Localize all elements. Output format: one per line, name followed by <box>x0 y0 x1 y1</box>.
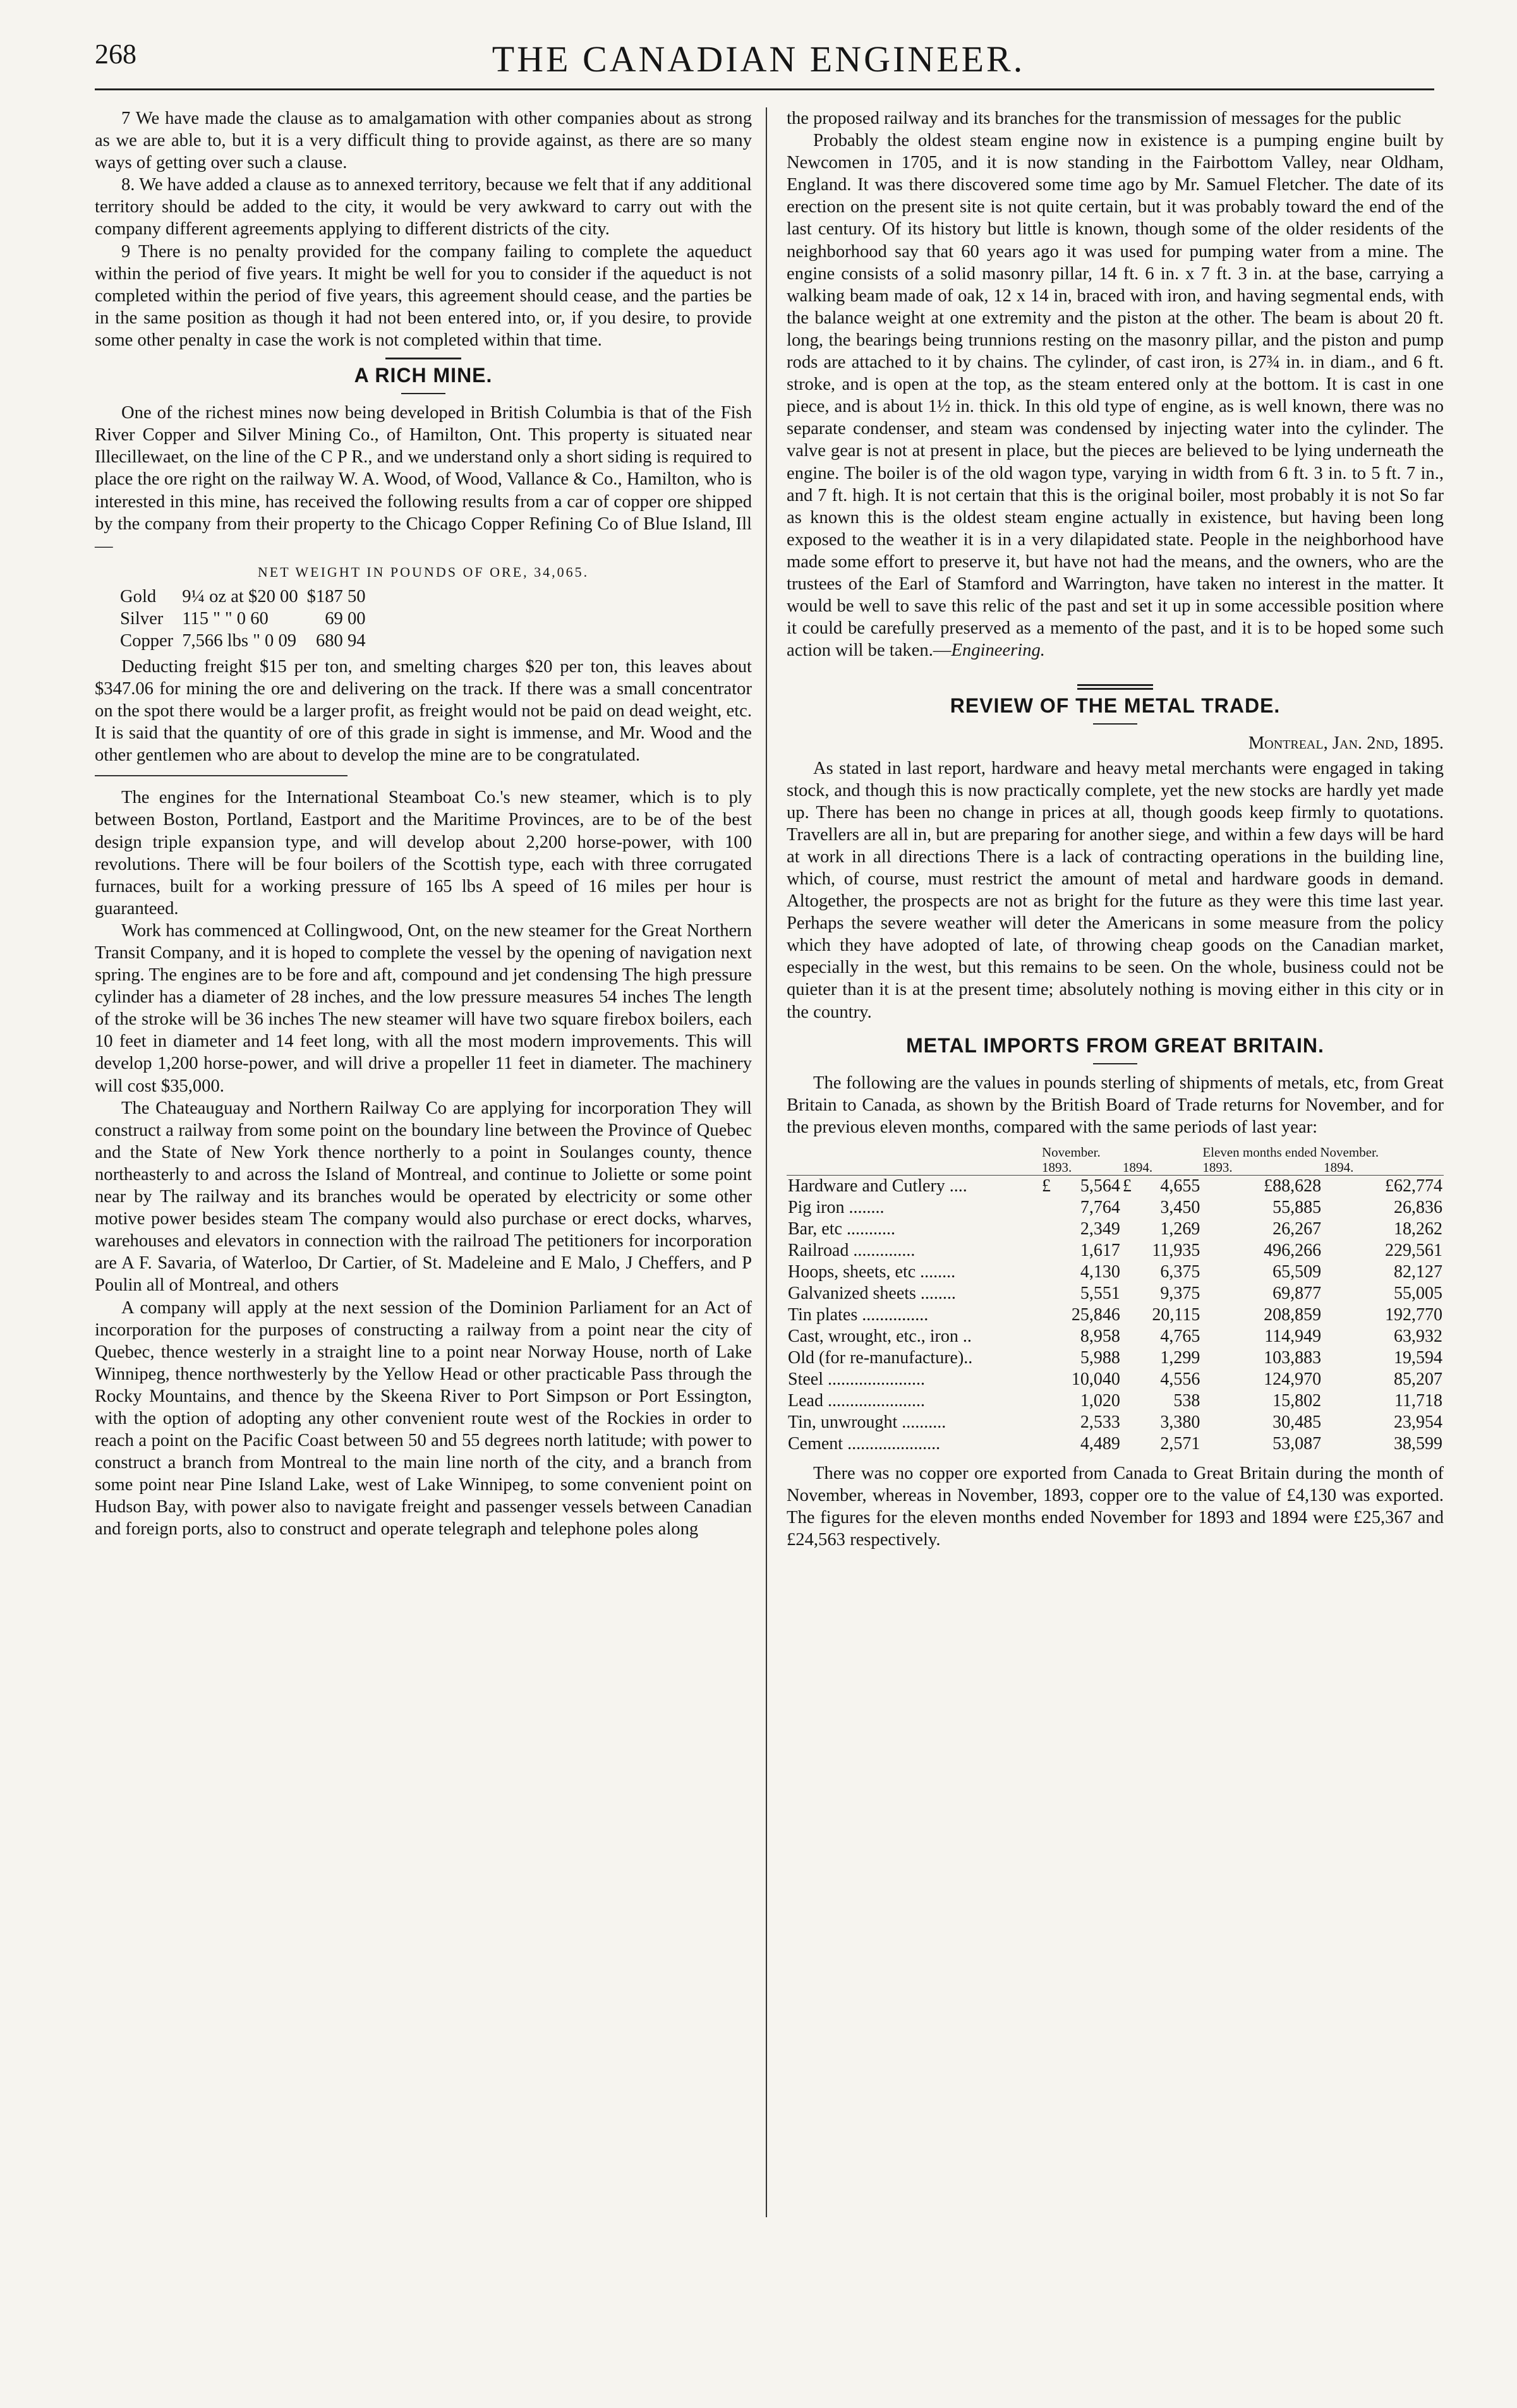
nov-1893-value: 4,130 <box>1080 1262 1120 1282</box>
eleven-month-1894-value: 23,954 <box>1394 1412 1442 1433</box>
eleven-month-1893-value: 124,970 <box>1264 1370 1322 1390</box>
copper-ore-paragraph: There was no copper ore exported from Canada to Great Britain during the month of November, whereas in November, 1893, copper ore to the value of £4,130 was exported. The figures for the eleven months ended November for 1893 and 1894 were £25,367 and £24,563 respectively. <box>787 1464 1444 1550</box>
header-rule <box>95 88 1434 90</box>
table-row <box>787 1261 1444 1283</box>
import-item: Galvanized sheets ........ <box>788 1284 956 1304</box>
nov-1893-value: 4,489 <box>1080 1434 1120 1454</box>
table-row <box>787 1197 1444 1219</box>
assay-quantity: 9¼ oz at $20 00 <box>182 586 298 606</box>
currency-mark <box>1121 1390 1133 1412</box>
empty-header <box>787 1160 1041 1176</box>
metal-trade-paragraph: As stated in last report, hardware and heavy metal merchants were engaged in taking stock, and though this is now practically complete, yet the new stocks are hardly yet made up. There has been no change in prices at all, though goods keep firmly to quotations. Travellers are all in, but are preparing for another siege, and within a few days will be hard at work in all directions There is a lack of contracting operations in the building line, which, of course, must restrict the amount of metal and hardware goods in demand. Altogether, the prospects are not as bright for the future as they were this time last year. Perhaps the severe weather will deter the Americans in some measure from the policy which they have adopted of late, of throwing cheap goods on the Canadian market, especially in the west, but this remains to be seen. On the whole, business could not be quieter than it is at the present time; absolutely nothing is moving either in this city or in the country. <box>787 758 1444 1022</box>
eleven-month-1893-value: 103,883 <box>1264 1348 1322 1368</box>
currency-mark <box>1121 1326 1133 1347</box>
ore-weight-heading: NET WEIGHT IN POUNDS OF ORE, 34,065. <box>257 563 589 580</box>
assay-metal: Copper <box>120 630 174 651</box>
nov-1894-value: 6,375 <box>1160 1262 1200 1282</box>
eleven-month-1894-value: 85,207 <box>1394 1370 1442 1390</box>
nov-1893-value: 2,533 <box>1080 1412 1120 1433</box>
assay-table <box>120 586 375 652</box>
november-header: November. <box>1041 1145 1101 1160</box>
table-year-row <box>787 1160 1444 1176</box>
chateauguay-paragraph: The Chateauguay and Northern Railway Co are applying for incorporation They will construct a railway from some point on the boundary line between the Province of Quebec and the State of New York thence northerly to a point in Soulanges county, thence northeasterly to and across the Island of Montreal, and continue to Joliette or some point near by The railway and its branches would be operated by electricity or some other motive power besides steam The company would also purchase or erect docks, wharves, warehouses and elevators in connection with the railroad The petitioners for incorporation are A F. Savaria, of Waterloo, Dr Cartier, of St. Madeleine and E Malo, J Cheffers, and P Poulin all of Montreal, and others <box>95 1098 752 1296</box>
currency-mark <box>1041 1369 1052 1390</box>
heading-underline <box>1093 1063 1137 1064</box>
table-row <box>787 1347 1444 1369</box>
import-item: Tin, unwrought .......... <box>788 1412 946 1433</box>
eleven-month-1894-value: 11,718 <box>1394 1391 1442 1411</box>
nov-1893-value: 5,551 <box>1080 1284 1120 1304</box>
currency-mark: £ <box>1122 1176 1132 1196</box>
currency-mark <box>1121 1197 1133 1219</box>
metal-imports-table <box>787 1145 1444 1455</box>
left-column <box>95 107 752 1541</box>
eleven-month-1893-value: 208,859 <box>1264 1305 1322 1325</box>
rich-mine-followup: Deducting freight $15 per ton, and smelting charges $20 per ton, this leaves about $347.06 for mining the ore and delivering on the track. If there was a small concentrator on the spot there would be a larger profit, as freight would not be paid on dead weight, etc. It is said that the quantity of ore of this grade in sight is immense, and Mr. Wood and the other gentlemen who are about to develop the mine are to be congratulated. <box>95 656 752 766</box>
clause-paragraph-9: 9 There is no penalty provided for the company failing to complete the aqueduct within the period of five years. It might be well for you to consider if the aqueduct is not completed within the period of five years, this agreement should cease, and the parties be in the same position as though it had not been entered into, or, if you desire, to provide some other penalty in case the work is not completed within that time. <box>95 241 752 350</box>
table-row <box>787 1412 1444 1433</box>
import-item: Railroad .............. <box>788 1241 916 1261</box>
import-item: Steel ...................... <box>788 1370 925 1390</box>
currency-mark <box>1041 1261 1052 1283</box>
import-item: Hardware and Cutlery .... <box>788 1176 967 1196</box>
table-row <box>787 1326 1444 1347</box>
currency-mark <box>1121 1433 1133 1455</box>
nov-1893-value: 5,988 <box>1080 1348 1120 1368</box>
import-item: Lead ...................... <box>788 1391 925 1411</box>
metal-imports-heading: METAL IMPORTS FROM GREAT BRITAIN. <box>906 1033 1324 1057</box>
import-item: Pig iron ........ <box>788 1198 885 1218</box>
import-item: Old (for re-manufacture).. <box>788 1348 973 1368</box>
table-row <box>120 608 375 630</box>
import-item: Hoops, sheets, etc ........ <box>788 1262 956 1282</box>
import-item: Tin plates ............... <box>788 1305 929 1325</box>
nov-1894-value: 4,655 <box>1160 1176 1200 1196</box>
nov-1893-value: 25,846 <box>1071 1305 1120 1325</box>
journal-title: THE CANADIAN ENGINEER. <box>492 39 1025 80</box>
heading-underline <box>1093 723 1137 725</box>
section-rule <box>95 775 348 776</box>
eleven-month-1894-value: 38,599 <box>1394 1434 1442 1454</box>
table-row <box>787 1240 1444 1261</box>
currency-mark <box>1041 1412 1052 1433</box>
currency-mark <box>1121 1219 1133 1240</box>
eleven-month-1893-value: 15,802 <box>1272 1391 1322 1411</box>
currency-mark <box>1121 1261 1133 1283</box>
import-item: Bar, etc ........... <box>788 1219 895 1239</box>
nov-1894-value: 1,299 <box>1160 1348 1200 1368</box>
dateline: Montreal, Jan. 2nd, 1895. <box>1248 733 1444 754</box>
table-row <box>787 1283 1444 1304</box>
currency-mark <box>1121 1240 1133 1261</box>
table-row <box>787 1219 1444 1240</box>
currency-mark <box>1041 1197 1052 1219</box>
source-credit: Engineering. <box>951 641 1045 661</box>
spacer <box>787 1023 1444 1031</box>
nov-1893-value: 7,764 <box>1080 1198 1120 1218</box>
currency-mark <box>1121 1283 1133 1304</box>
column-divider <box>766 107 767 2217</box>
nov-1893-value: 8,958 <box>1080 1327 1120 1347</box>
eleven-month-1893-value: 114,949 <box>1264 1327 1322 1347</box>
currency-mark <box>1121 1347 1133 1369</box>
table-row <box>787 1176 1444 1198</box>
currency-mark <box>1041 1283 1052 1304</box>
eleven-month-1894-value: £62,774 <box>1385 1176 1442 1196</box>
year-header: 1893. <box>1041 1160 1121 1176</box>
currency-mark <box>1041 1390 1052 1412</box>
newcomen-engine-paragraph: Probably the oldest steam engine now in existence is a pumping engine built by Newcomen in 1705, and it is now standing in the Fairbottom Valley, near Oldham, England. It was there discovered some time ago by Mr. Samuel Fletcher. The date of its erection on the present site is not quite certain, but it was probably toward the end of the last century. Of its history but little is known, though some of the older residents of the neighborhood say that 60 years ago it was used for pumping water from a mine. The engine consists of a solid masonry pillar, 14 ft. 6 in. x 7 ft. 3 in. at the base, carrying a walking beam made of oak, 12 x 14 in, braced with iron, and having segmental ends, with the balance weight at one extremity and the piston at the other. The beam is about 20 ft. long, the bearings being trunnions resting on the masonry pillar, and the piston and pump rods are attached to it by chains. The cylinder, of cast iron, is 27¾ in. in diam., and 6 ft. stroke, and is open at the top, as the steam entered only at the bottom. It is cast in one piece, and is about 1½ in. thick. In this old type of engine, as is well known, there was no separate condenser, and steam was condensed by injecting water into the cylinder. The valve gear is not at present in place, but the pieces are believed to be lying underneath the engine. The boiler is of the old wagon type, varying in width from 6 ft. 3 in. to 5 ft. 7 in., and 7 ft. high. It is not certain that this is the original boiler, most probably it is not So far as known this is the oldest steam engine actually in existence, but having been long exposed to the weather it is in a very dilapidated state. People in the neighborhood have made some effort to preserve it, but have not had the means, and the owners, who are the trustees of the Earl of Stamford and Warrington, have taken no interest in the matter. It would be well to save this relic of the past and set it up in some accessible position where it could be carefully preserved as a memento of the past, and it is to be hoped some such action will be taken.—Engineering. <box>787 131 1444 661</box>
table-row <box>120 630 375 652</box>
currency-mark <box>1041 1347 1052 1369</box>
currency-mark <box>1041 1326 1052 1347</box>
currency-mark <box>1041 1219 1052 1240</box>
import-item: Cement ..................... <box>788 1434 941 1454</box>
eleven-month-1894-value: 18,262 <box>1394 1219 1442 1239</box>
assay-value: 69 00 <box>325 608 366 629</box>
nov-1894-value: 11,935 <box>1152 1241 1200 1261</box>
rich-mine-paragraph: One of the richest mines now being developed in British Columbia is that of the Fish River Copper and Silver Mining Co., of Hamilton, Ont. This property is situated near Illecillewaet, on the line of the C P R., and we understand only a short siding is required to place the ore right on the railway W. A. Wood, of Wood, Vallance & Co., Hamilton, who is interested in this mine, has received the following results from a car of copper ore shipped by the company from their property to the Chicago Copper Refining Co of Blue Island, Ill — <box>95 403 752 556</box>
assay-quantity: 7,566 lbs " 0 09 <box>182 630 297 651</box>
nov-1894-value: 1,269 <box>1160 1219 1200 1239</box>
nov-1893-value: 5,564 <box>1080 1176 1120 1196</box>
nov-1894-value: 3,380 <box>1160 1412 1200 1433</box>
currency-mark <box>1041 1433 1052 1455</box>
clause-paragraph-7: 7 We have made the clause as to amalgamation with other companies about as strong as we are able to, but it is a very difficult thing to provide against, as there are so many ways of getting over such a clause. <box>95 109 752 173</box>
collingwood-paragraph: Work has commenced at Collingwood, Ont, on the new steamer for the Great Northern Transit Company, and it is hoped to complete the vessel by the opening of navigation next spring. The engines are to be fore and aft, compound and jet condensing The high pressure cylinder has a diameter of 28 inches, and the low pressure measures 54 inches The length of the stroke will be 36 inches The new steamer will have two square firebox boilers, each 10 feet in diameter and 14 feet long, with all the most modern improvements. This will develop 1,200 horse-power, and will drive a propeller 11 feet in diameter. The machinery will cost $35,000. <box>95 920 752 1096</box>
currency-mark <box>1041 1304 1052 1326</box>
year-header: 1894. <box>1121 1160 1201 1176</box>
table-row <box>787 1369 1444 1390</box>
eleven-month-1894-value: 229,561 <box>1385 1241 1442 1261</box>
eleven-month-1893-value: 53,087 <box>1272 1434 1322 1454</box>
section-rule <box>385 358 461 359</box>
spacer <box>787 661 1444 678</box>
railway-company-paragraph: A company will apply at the next session of the Dominion Parliament for an Act of incorporation for the purposes of constructing a railway from a point near the city of Quebec, thence westerly in a straight line to a point near Norway House, north of Lake Winnipeg, thence northwesterly by the Yellow Head or other practicable Pass through the Rocky Mountains, and thence by the Skeena River to Port Simpson or Port Essington, with the option of adopting any other convenient route west of the Rockies in order to reach a point on the Pacific Coast between 50 and 55 degrees north latitude; with power to construct a branch from Montreal to the main line north of the city, and a branch from some point near Pine Island Lake, west of Lake Winnipeg, to some convenient point on Hudson Bay, with power also to navigate freight and passenger vessels between Canadian and foreign ports, also to construct and operate telegraph and telephone poles along <box>95 1297 752 1539</box>
assay-metal: Gold <box>120 586 157 606</box>
empty-header <box>787 1145 1041 1160</box>
eleven-month-1894-value: 19,594 <box>1394 1348 1442 1368</box>
metal-trade-heading: REVIEW OF THE METAL TRADE. <box>950 694 1281 718</box>
nov-1894-value: 4,765 <box>1160 1327 1200 1347</box>
currency-mark <box>1121 1369 1133 1390</box>
steamboat-paragraph: The engines for the International Steamboat Co.'s new steamer, which is to ply between Boston, Portland, Eastport and the Maritime Provinces, are to be of the best design triple expansion type, and will develop about 2,200 horse-power, with 100 revolutions. There will be four boilers of the Scottish type, each with three corrugated furnaces, built for a working pressure of 165 lbs A speed of 16 miles per hour is guaranteed. <box>95 788 752 918</box>
assay-value: 680 94 <box>315 630 366 651</box>
eleven-month-1894-value: 26,836 <box>1394 1198 1442 1218</box>
assay-value: $187 50 <box>306 586 366 606</box>
currency-mark: £ <box>1041 1176 1051 1196</box>
right-column <box>787 107 1444 1551</box>
metal-imports-rows <box>787 1176 1444 1455</box>
continuation-paragraph: the proposed railway and its branches for the transmission of messages for the public <box>787 109 1401 128</box>
nov-1894-value: 20,115 <box>1152 1305 1200 1325</box>
heading-underline <box>401 393 445 394</box>
table-header-row <box>787 1145 1444 1160</box>
nov-1893-value: 2,349 <box>1080 1219 1120 1239</box>
eleven-month-1894-value: 192,770 <box>1385 1305 1442 1325</box>
nov-1894-value: 3,450 <box>1160 1198 1200 1218</box>
nov-1893-value: 1,617 <box>1080 1241 1120 1261</box>
eleven-month-1893-value: 55,885 <box>1272 1198 1322 1218</box>
eleven-month-1893-value: 69,877 <box>1272 1284 1322 1304</box>
table-row <box>787 1433 1444 1455</box>
assay-quantity: 115 " " 0 60 <box>182 608 269 629</box>
eleven-month-1893-value: 65,509 <box>1272 1262 1322 1282</box>
assay-metal: Silver <box>120 608 164 629</box>
eleven-month-1893-value: 26,267 <box>1272 1219 1322 1239</box>
eleven-month-1893-value: 30,485 <box>1272 1412 1322 1433</box>
eleven-month-1894-value: 55,005 <box>1394 1284 1442 1304</box>
clause-paragraph-8: 8. We have added a clause as to annexed territory, because we felt that if any additional territory should be added to the city, it would be very awkward to carry out with the company different agreements applying to different districts of the city. <box>95 175 752 239</box>
eleven-month-1894-value: 82,127 <box>1394 1262 1442 1282</box>
currency-mark <box>1041 1240 1052 1261</box>
metal-imports-intro: The following are the values in pounds sterling of shipments of metals, etc, from Great Britain to Canada, as shown by the British Board of Trade returns for November, and for the previous eleven months, compared with the same periods of last year: <box>787 1073 1444 1137</box>
eleven-months-header: Eleven months ended November. <box>1202 1145 1379 1160</box>
table-row <box>787 1304 1444 1326</box>
nov-1893-value: 10,040 <box>1071 1370 1120 1390</box>
table-row <box>120 586 375 608</box>
section-rule <box>1077 684 1153 690</box>
currency-mark <box>1121 1304 1133 1326</box>
year-header: 1893. <box>1201 1160 1322 1176</box>
nov-1893-value: 1,020 <box>1080 1391 1120 1411</box>
nov-1894-value: 2,571 <box>1160 1434 1200 1454</box>
import-item: Cast, wrought, etc., iron .. <box>788 1327 972 1347</box>
year-header: 1894. <box>1322 1160 1444 1176</box>
eleven-month-1894-value: 63,932 <box>1394 1327 1442 1347</box>
nov-1894-value: 538 <box>1173 1391 1200 1411</box>
page-number: 268 <box>95 39 136 69</box>
rich-mine-heading: A RICH MINE. <box>354 364 493 387</box>
currency-mark <box>1121 1412 1133 1433</box>
table-row <box>787 1390 1444 1412</box>
nov-1894-value: 9,375 <box>1160 1284 1200 1304</box>
nov-1894-value: 4,556 <box>1160 1370 1200 1390</box>
newcomen-engine-text: Probably the oldest steam engine now in existence is a pumping engine built by Newcomen in 1705, and it is now standing in the Fairbottom Valley, near Oldham, England. It was there discovered some time ago by Mr. Samuel Fletcher. The date of its erection on the present site is not quite certain, but it was probably toward the end of the last century. Of its history but little is known, though some of the older residents of the neighborhood say that 60 years ago it was used for pumping water from a mine. The engine consists of a solid masonry pillar, 14 ft. 6 in. x 7 ft. 3 in. at the base, carrying a walking beam made of oak, 12 x 14 in, braced with iron, and having segmental ends, with the balance weight at one extremity and the piston at the other. The beam is about 20 ft. long, the bearings being trunnions resting on the masonry pillar, and the piston and pump rods are attached to it by chains. The cylinder, of cast iron, is 27¾ in. in diam., and 6 ft. stroke, and is open at the top, as the steam entered only at the bottom. It is cast in one piece, and is about 1½ in. thick. In this old type of engine, as is well known, there was no separate condenser, and steam was condensed by injecting water into the cylinder. The valve gear is not at present in place, but the pieces are believed to be lying underneath the engine. The boiler is of the old wagon type, varying in width from 6 ft. 3 in. to 5 ft. 7 in., and 7 ft. high. It is not certain that this is the original boiler, most probably it is not So far as known this is the oldest steam engine actually in existence, but having been long exposed to the weather it is in a very dilapidated state. People in the neighborhood have made some effort to preserve it, but have not had the means, and the owners, who are the trustees of the Earl of Stamford and Warrington, have taken no interest in the matter. It would be well to save this relic of the past and set it up in some accessible position where it could be carefully preserved as a memento of the past, and it is to be hoped some such action will be taken. <box>787 131 1444 661</box>
eleven-month-1893-value: 496,266 <box>1264 1241 1322 1261</box>
eleven-month-1893-value: £88,628 <box>1264 1176 1322 1196</box>
